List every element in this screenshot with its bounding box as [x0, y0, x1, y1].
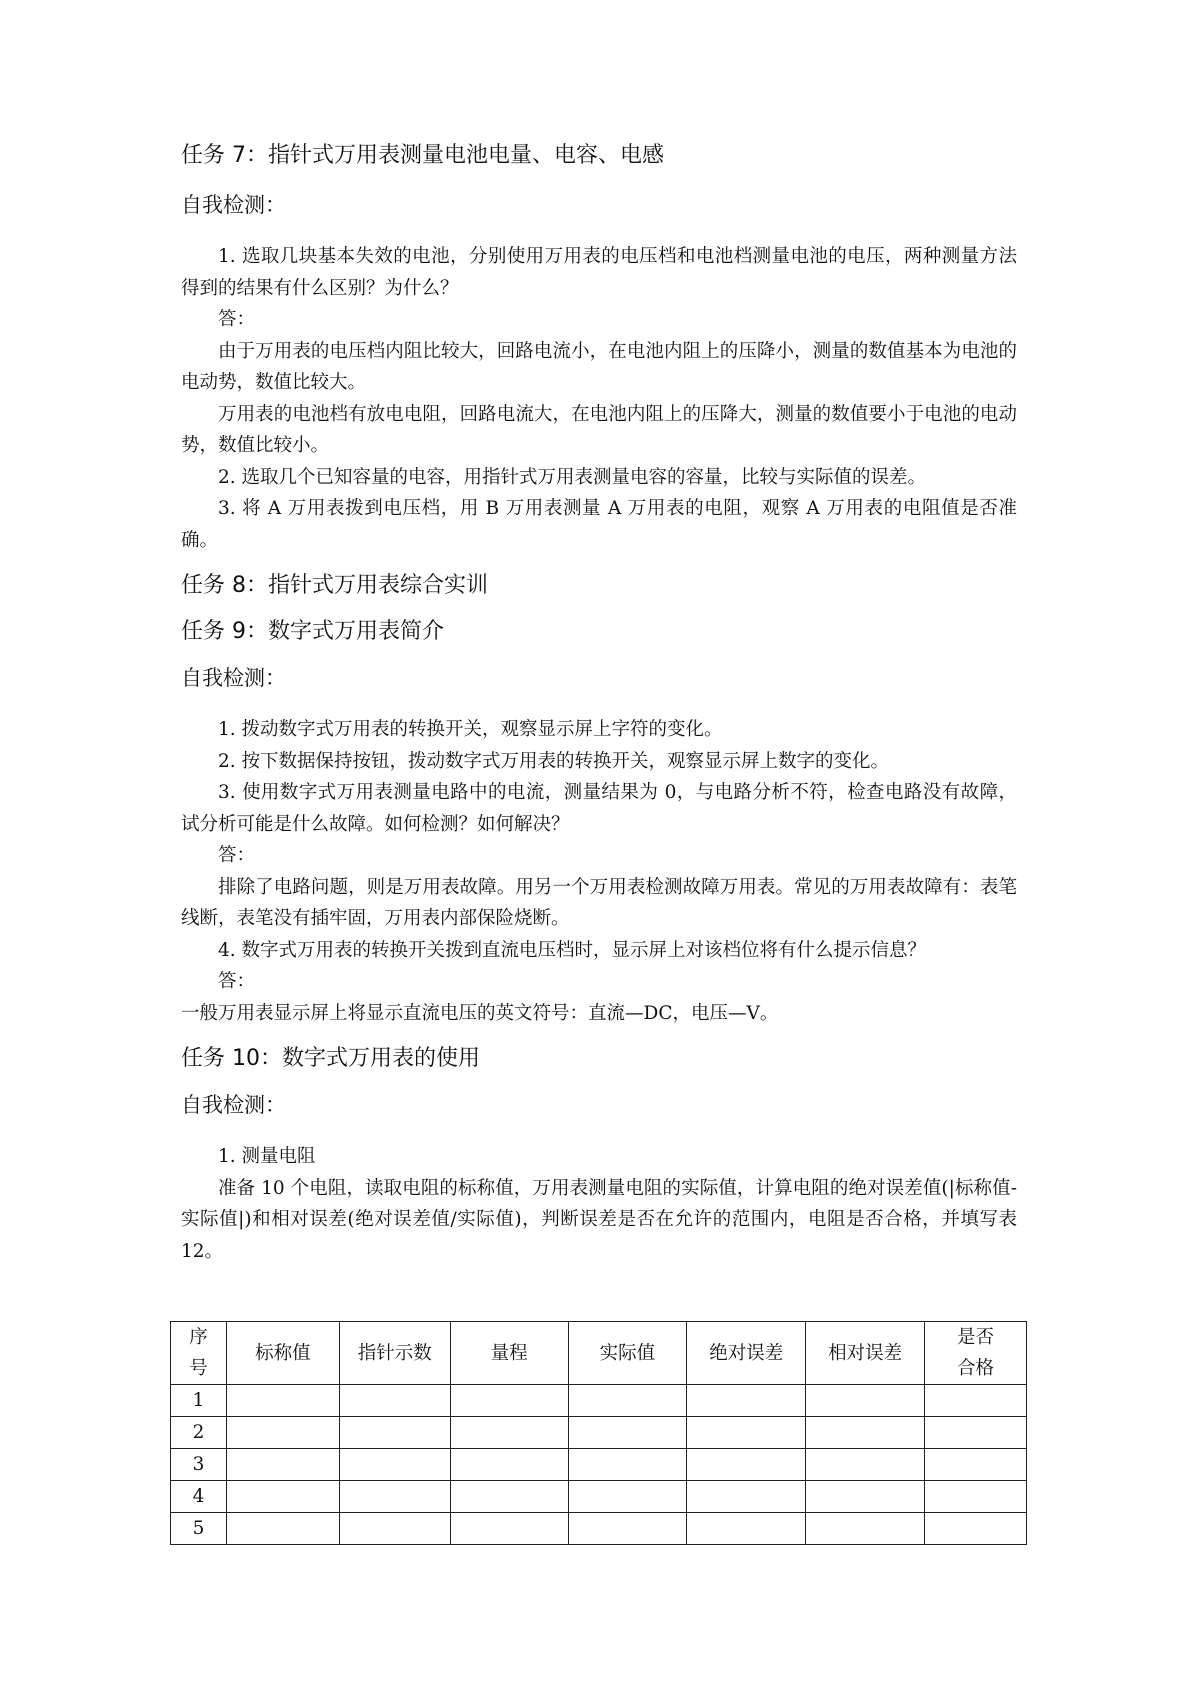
- table-row: [171, 1417, 1027, 1449]
- table-row: [171, 1385, 1027, 1417]
- header-pointer-reading: 指针示数: [339, 1322, 450, 1385]
- task9-answer-label-1: 答：: [218, 845, 256, 866]
- header-actual: 实际值: [568, 1322, 687, 1385]
- row-index: 1: [171, 1385, 227, 1417]
- task7-question-1: 1. 选取几块基本失效的电池，分别使用万用表的电压档和电池档测量电池的电压，两种测量方法得到的结果有什么区别？为什么？: [181, 246, 1017, 299]
- cell-qualified[interactable]: [925, 1513, 1027, 1545]
- cell-qualified[interactable]: [925, 1481, 1027, 1513]
- cell-pointer-reading[interactable]: [339, 1449, 450, 1481]
- task7-question-2: 2. 选取几个已知容量的电容，用指针式万用表测量电容的容量，比较与实际值的误差。: [218, 466, 927, 488]
- measurement-table: [170, 1321, 1027, 1545]
- cell-relative-error[interactable]: [806, 1385, 925, 1417]
- header-relative-error: 相对误差: [806, 1322, 925, 1385]
- task9-title: 任务 9：数字式万用表简介: [181, 619, 444, 644]
- cell-pointer-reading[interactable]: [339, 1385, 450, 1417]
- row-index: 4: [171, 1481, 227, 1513]
- task7-answer-para-2: 万用表的电池档有放电电阻，回路电流大，在电池内阻上的压降大，测量的数值要小于电池的电动势，数值比较小。: [181, 403, 1017, 456]
- task9-self-check-heading: 自我检测：: [181, 666, 286, 690]
- header-index: 序 号: [171, 1322, 227, 1385]
- row-index: 3: [171, 1449, 227, 1481]
- cell-actual[interactable]: [568, 1481, 687, 1513]
- task7-answer-para-1: 由于万用表的电压档内阻比较大，回路电流小，在电池内阻上的压降小，测量的数值基本为电池的电动势，数值比较大。: [181, 340, 1017, 393]
- document-page: [181, 140, 1017, 1267]
- cell-actual[interactable]: [568, 1513, 687, 1545]
- task9-question-2: 2. 按下数据保持按钮，拨动数字式万用表的转换开关，观察显示屏上数字的变化。: [218, 750, 890, 772]
- task7-answer-label: 答：: [218, 309, 256, 330]
- cell-actual[interactable]: [568, 1417, 687, 1449]
- task7-question-3: 3. 将 A 万用表拨到电压档，用 B 万用表测量 A 万用表的电阻，观察 A 万用表的电阻值是否准确。: [181, 498, 1017, 551]
- table-row: [171, 1449, 1027, 1481]
- cell-absolute-error[interactable]: [687, 1513, 806, 1545]
- row-index: 5: [171, 1513, 227, 1545]
- header-nominal: 标称值: [226, 1322, 339, 1385]
- cell-qualified[interactable]: [925, 1417, 1027, 1449]
- task7-self-check-heading: 自我检测：: [181, 193, 286, 217]
- task10-item-1: 1. 测量电阻: [218, 1146, 316, 1167]
- task9-question-4: 4. 数字式万用表的转换开关拨到直流电压档时，显示屏上对该档位将有什么提示信息？: [218, 939, 927, 961]
- table-row: [171, 1481, 1027, 1513]
- task9-question-3: 3. 使用数字式万用表测量电路中的电流，测量结果为 0，与电路分析不符，检查电路没有故障，试分析可能是什么故障。如何检测？如何解决？: [181, 782, 1017, 835]
- cell-range[interactable]: [450, 1481, 568, 1513]
- cell-range[interactable]: [450, 1417, 568, 1449]
- cell-pointer-reading[interactable]: [339, 1481, 450, 1513]
- cell-pointer-reading[interactable]: [339, 1513, 450, 1545]
- header-qualified: 是否 合格: [925, 1322, 1027, 1385]
- cell-relative-error[interactable]: [806, 1449, 925, 1481]
- cell-absolute-error[interactable]: [687, 1417, 806, 1449]
- task9-question-1: 1. 拨动数字式万用表的转换开关，观察显示屏上字符的变化。: [218, 719, 723, 740]
- header-absolute-error: 绝对误差: [687, 1322, 806, 1385]
- table-header-row: [171, 1322, 1027, 1385]
- cell-absolute-error[interactable]: [687, 1481, 806, 1513]
- cell-qualified[interactable]: [925, 1385, 1027, 1417]
- cell-pointer-reading[interactable]: [339, 1417, 450, 1449]
- header-range: 量程: [450, 1322, 568, 1385]
- cell-qualified[interactable]: [925, 1449, 1027, 1481]
- cell-relative-error[interactable]: [806, 1417, 925, 1449]
- cell-absolute-error[interactable]: [687, 1449, 806, 1481]
- cell-actual[interactable]: [568, 1449, 687, 1481]
- task7-title: 任务 7：指针式万用表测量电池电量、电容、电感: [181, 143, 664, 168]
- cell-nominal[interactable]: [226, 1513, 339, 1545]
- task9-answer-label-2: 答：: [218, 971, 256, 992]
- task10-self-check-heading: 自我检测：: [181, 1093, 286, 1117]
- cell-nominal[interactable]: [226, 1385, 339, 1417]
- task9-answer-para-1: 排除了电路问题，则是万用表故障。用另一个万用表检测故障万用表。常见的万用表故障有：表笔线断，表笔没有插牢固，万用表内部保险烧断。: [181, 876, 1017, 929]
- cell-nominal[interactable]: [226, 1449, 339, 1481]
- cell-actual[interactable]: [568, 1385, 687, 1417]
- cell-relative-error[interactable]: [806, 1481, 925, 1513]
- cell-relative-error[interactable]: [806, 1513, 925, 1545]
- task8-title: 任务 8：指针式万用表综合实训: [181, 573, 488, 598]
- cell-nominal[interactable]: [226, 1481, 339, 1513]
- task10-title: 任务 10：数字式万用表的使用: [181, 1046, 480, 1071]
- task10-instructions: 准备 10 个电阻，读取电阻的标称值，万用表测量电阻的实际值，计算电阻的绝对误差值(|标称值-实际值|)和相对误差(绝对误差值/实际值)，判断误差是否在允许的范围内，电阻是否合格，并填写表 12。: [181, 1177, 1017, 1262]
- row-index: 2: [171, 1417, 227, 1449]
- task9-answer-para-2: 一般万用表显示屏上将显示直流电压的英文符号：直流—DC，电压—V。: [181, 1002, 779, 1024]
- cell-range[interactable]: [450, 1449, 568, 1481]
- table-row: [171, 1513, 1027, 1545]
- cell-absolute-error[interactable]: [687, 1385, 806, 1417]
- cell-nominal[interactable]: [226, 1417, 339, 1449]
- cell-range[interactable]: [450, 1513, 568, 1545]
- cell-range[interactable]: [450, 1385, 568, 1417]
